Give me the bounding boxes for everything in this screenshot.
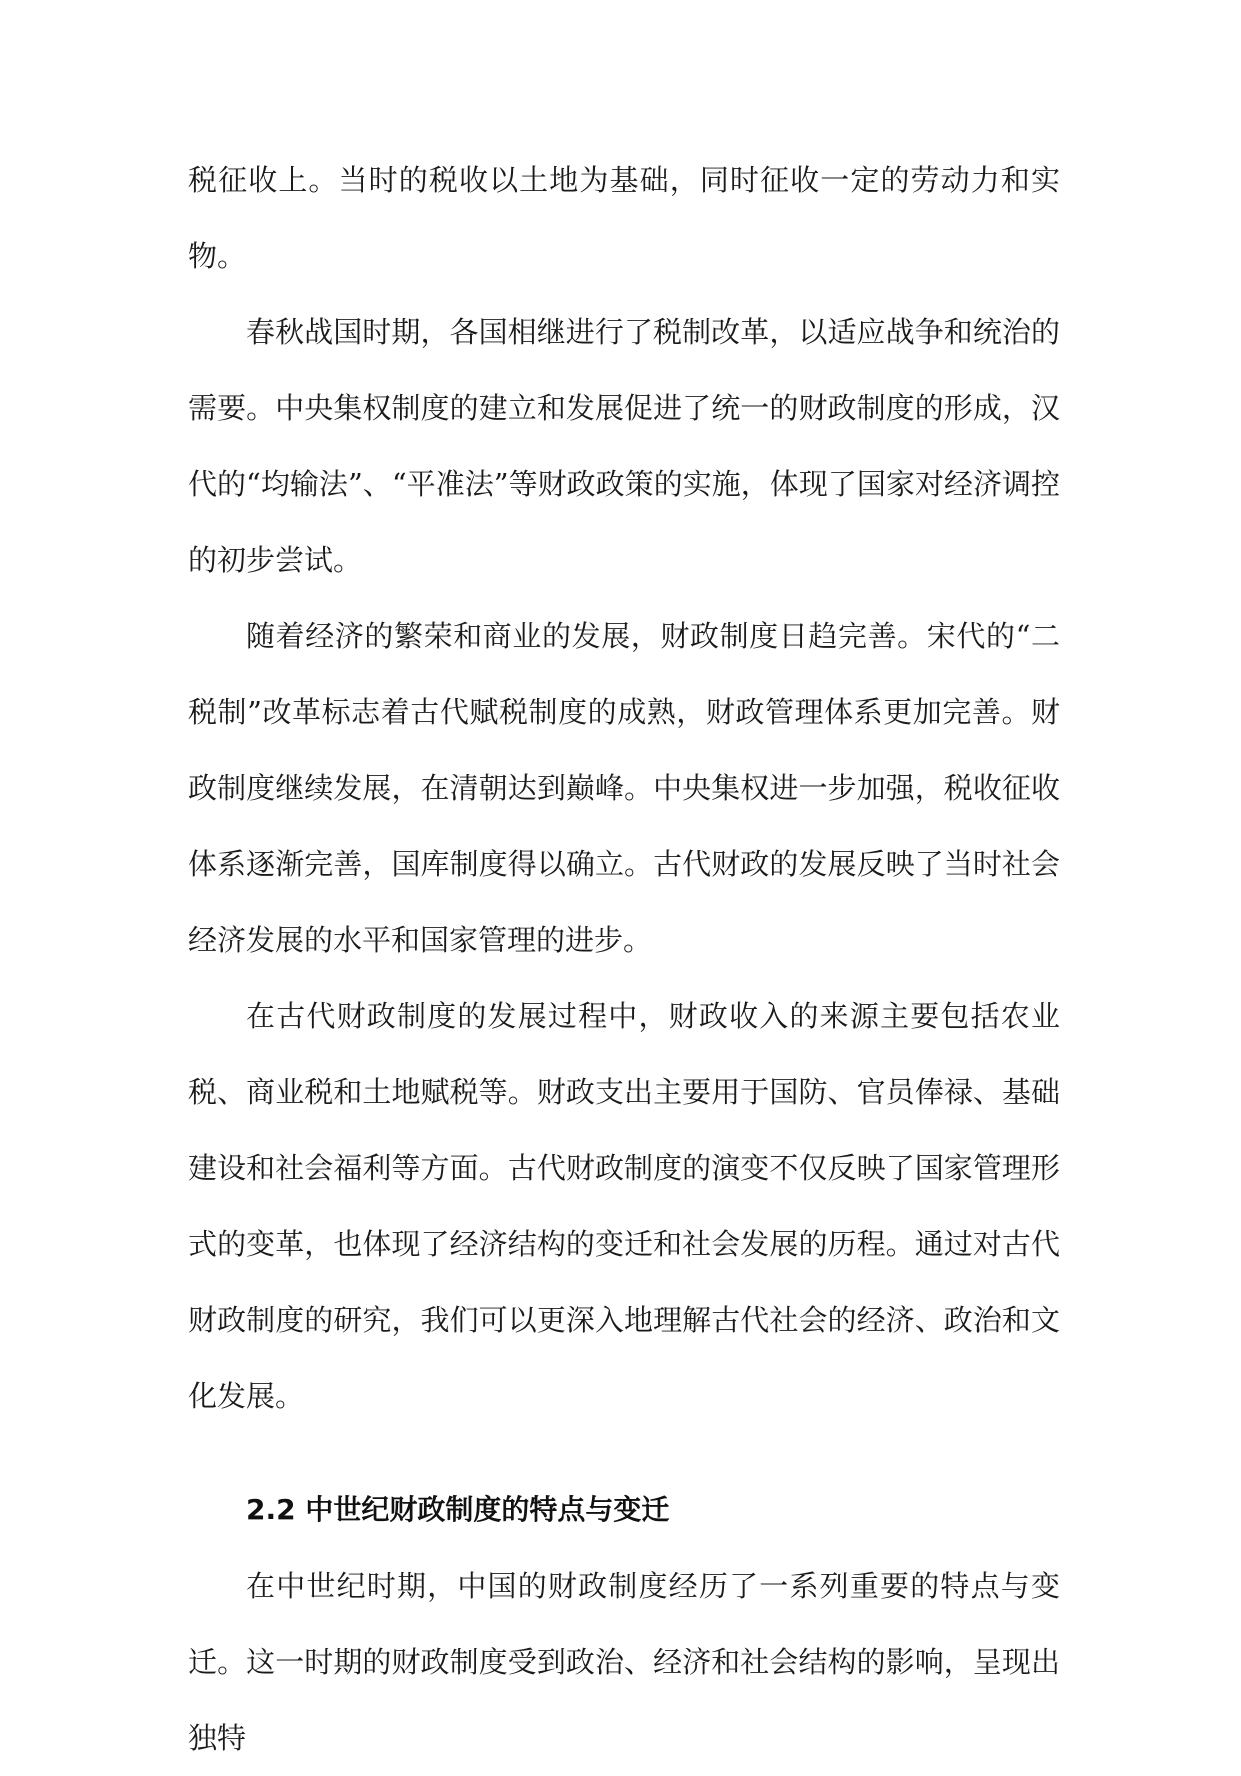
paragraph-spring-autumn: 春秋战国时期，各国相继进行了税制改革，以适应战争和统治的需要。中央集权制度的建立和发展促进了统一的财政制度的形成，汉代的“均输法”、“平准法”等财政政策的实施，体现了国家对经济调控的初步尝试。 [188,315,1060,577]
section-heading: 2.2 中世纪财政制度的特点与变迁 [246,1493,670,1526]
body-text [188,142,1060,1776]
paragraph-song-qing: 随着经济的繁荣和商业的发展，财政制度日趋完善。宋代的“二税制”改革标志着古代赋税制度的成熟，财政管理体系更加完善。财政制度继续发展，在清朝达到巅峰。中央集权进一步加强，税收征收体系逐渐完善，国库制度得以确立。古代财政的发展反映了当时社会经济发展的水平和国家管理的进步。 [188,619,1060,957]
paragraph-medieval: 在中世纪时期，中国的财政制度经历了一系列重要的特点与变迁。这一时期的财政制度受到政治、经济和社会结构的影响，呈现出独特 [188,1569,1060,1755]
paragraph-revenue-expenditure: 在古代财政制度的发展过程中，财政收入的来源主要包括农业税、商业税和土地赋税等。财政支出主要用于国防、官员俸禄、基础建设和社会福利等方面。古代财政制度的演变不仅反映了国家管理形式的变革，也体现了经济结构的变迁和社会发展的历程。通过对古代财政制度的研究，我们可以更深入地理解古代社会的经济、政治和文化发展。 [188,999,1060,1413]
paragraph-continuation: 税征收上。当时的税收以土地为基础，同时征收一定的劳动力和实物。 [188,163,1060,273]
